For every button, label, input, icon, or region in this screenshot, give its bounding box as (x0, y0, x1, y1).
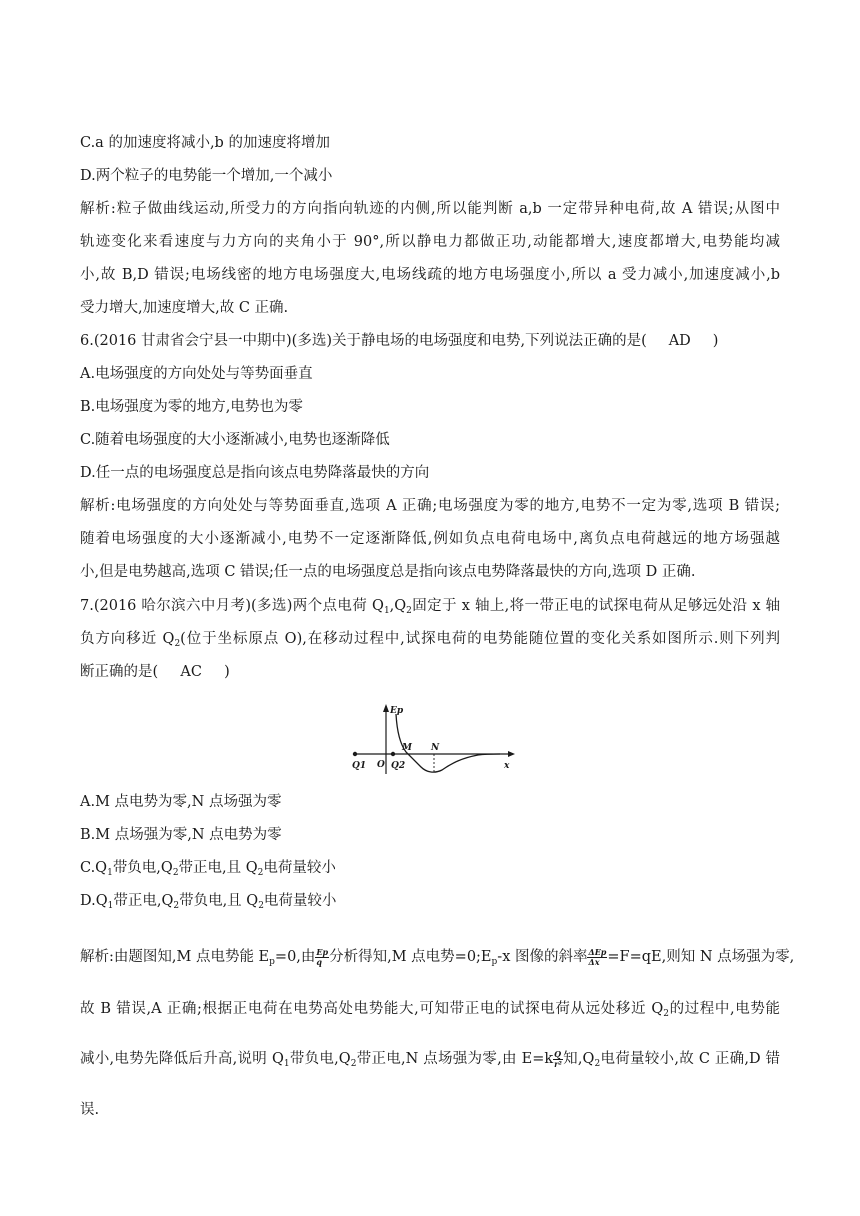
text-run: 带正电,且 Q (178, 860, 258, 876)
potential-energy-graph (350, 700, 525, 780)
text-run: 的过程中,电势能 (668, 1001, 780, 1017)
q1-charge-dot (353, 752, 357, 756)
x-axis-label: x (504, 761, 510, 771)
fraction-ep-over-q (315, 948, 329, 967)
q5-solution-line-2: 轨迹变化来看速度与力方向的夹角小于 90°,所以静电力都做正功,动能都增大,速度都增大,电势能均减 (80, 234, 780, 250)
text-run: 带正电,N 点场强为零,由 E=k (356, 1051, 554, 1067)
text-run: 电荷量较小 (263, 893, 337, 909)
subscript: 2 (350, 1059, 357, 1069)
text-run: 带负电,Q (112, 860, 173, 876)
q1-label: Q1 (352, 761, 367, 771)
text-run: 固定于 x 轴上,将一带正电的试探电荷从足够远处沿 x 轴 (411, 598, 780, 614)
fraction-denominator: q (316, 956, 322, 967)
fraction-numerator: ΔEp (588, 946, 607, 957)
subscript: 1 (383, 606, 390, 616)
fraction-numerator: Q (554, 1048, 562, 1059)
q6-stem-close: ) (712, 333, 719, 349)
subscript: 2 (173, 901, 180, 911)
q5-option-d: D.两个粒子的电势能一个增加,一个减小 (80, 168, 333, 184)
subscript: 2 (257, 868, 264, 878)
x-axis-arrow (508, 751, 515, 757)
q7-stem-line-3 (80, 662, 230, 682)
text-run: ) (224, 664, 230, 680)
q6-option-b: B.电场强度为零的地方,电势也为零 (80, 399, 303, 415)
subscript: p (491, 957, 498, 967)
q6-solution-line-2: 随着电场强度的大小逐渐减小,电势不一定逐渐降低,例如负点电荷电场中,离负点电荷越远的地方场强越 (80, 531, 780, 547)
subscript: 2 (406, 606, 412, 616)
text-run: 知,Q (562, 1051, 595, 1067)
text-run: 减小,电势先降低后升高,说明 Q (80, 1051, 284, 1067)
fraction-coulomb (553, 1050, 563, 1069)
subscript: 1 (107, 901, 114, 911)
q6-solution-line-3: 小,但是电势越高,选项 C 错误;任一点的电场强度总是指向该点电势降落最快的方向,选项 D 正确. (80, 564, 696, 580)
subscript: 1 (283, 1059, 290, 1069)
fraction-denominator: r² (554, 1058, 562, 1069)
text-run: 电荷量较小,故 C 正确,D 错 (600, 1051, 781, 1067)
subscript: 2 (172, 868, 179, 878)
text-run: 7.(2016 哈尔滨六中月考)(多选)两个点电荷 Q (80, 598, 384, 614)
text-run: D.Q (80, 893, 108, 909)
text-run: 解析:由题图知,M 点电势能 E (80, 949, 270, 965)
q7-solution-line-1 (80, 946, 795, 972)
q7-option-b: B.M 点场强为零,N 点电势为零 (80, 827, 282, 843)
text-run: 带负电,且 Q (179, 893, 259, 909)
q5-solution-line-4: 受力增大,加速度增大,故 C 正确. (80, 300, 289, 316)
subscript: 2 (174, 639, 181, 649)
q7-option-c (80, 858, 336, 883)
subscript: 2 (663, 1009, 669, 1019)
text-run: C.Q (80, 860, 108, 876)
q7-stem-line-2 (80, 629, 780, 654)
q2-charge-dot (391, 752, 395, 756)
text-run: 故 B 错误,A 正确;根据正电荷在电势高处电势能大,可知带正电的试探电荷从远处移近 Q (80, 1001, 664, 1017)
q5-solution-line-3: 小,故 B,D 错误;电场线密的地方电场强度大,电场线疏的地方电场强度小,所以 a 受力减小,加速度减小,b (80, 267, 780, 283)
m-label: M (402, 743, 412, 753)
q7-solution-line-4: 误. (80, 1102, 100, 1118)
y-axis-arrow (383, 704, 389, 712)
q7-stem-line-1 (80, 596, 780, 621)
q7-option-d (80, 891, 336, 916)
q7-answer: AC (180, 664, 202, 680)
q2-label: Q2 (391, 761, 406, 771)
q5-solution-line-1: 解析:粒子做曲线运动,所受力的方向指向轨迹的内侧,所以能判断 a,b 一定带异种电荷,故 A 错误;从图中 (80, 201, 780, 217)
q7-solution-line-3 (80, 1049, 780, 1074)
text-run: 电荷量较小 (263, 860, 336, 876)
q6-solution-line-1: 解析:电场强度的方向处处与等势面垂直,选项 A 正确;电场强度为零的地方,电势不一定为零,选项 B 错误; (80, 498, 780, 514)
q7-solution-line-2 (80, 999, 780, 1024)
q7-option-a: A.M 点电势为零,N 点场强为零 (80, 794, 282, 810)
text-run: =F=qE,则知 N 点场强为零, (607, 949, 795, 965)
text-run: ,Q (389, 598, 407, 614)
subscript: 1 (107, 868, 113, 878)
text-run: 断正确的是( (80, 664, 159, 680)
n-label: N (431, 743, 440, 753)
q6-option-d: D.任一点的电场强度总是指向该点电势降落最快的方向 (80, 465, 430, 481)
q6-stem (80, 331, 718, 351)
subscript: 2 (594, 1059, 601, 1069)
text-run: 带正电,Q (113, 893, 174, 909)
subscript: p (269, 957, 275, 967)
text-run: (位于坐标原点 O),在移动过程中,试探电荷的电势能随位置的变化关系如图所示.则下列判 (180, 631, 781, 647)
fraction-numerator: Ep (316, 946, 329, 957)
subscript: 2 (258, 901, 264, 911)
text-run: 负方向移近 Q (80, 631, 175, 647)
q6-option-a: A.电场强度的方向处处与等势面垂直 (80, 366, 313, 382)
q6-stem-text: 6.(2016 甘肃省会宁县一中期中)(多选)关于静电场的电场强度和电势,下列说法正确的是( (80, 333, 647, 349)
q6-option-c: C.随着电场强度的大小逐渐减小,电势也逐渐降低 (80, 432, 390, 448)
text-run: 带负电,Q (289, 1051, 351, 1067)
text-run: 分析得知,M 点电势=0;E (329, 949, 492, 965)
fraction-slope (587, 948, 607, 967)
origin-label: O (377, 760, 385, 770)
text-run: =0,由 (274, 949, 316, 965)
q6-answer: AD (668, 333, 691, 349)
q5-option-c: C.a 的加速度将减小,b 的加速度将增加 (80, 135, 330, 151)
fraction-denominator: Δx (588, 956, 600, 967)
y-axis-label: Ep (390, 706, 404, 716)
text-run: -x 图像的斜率 (497, 949, 588, 965)
